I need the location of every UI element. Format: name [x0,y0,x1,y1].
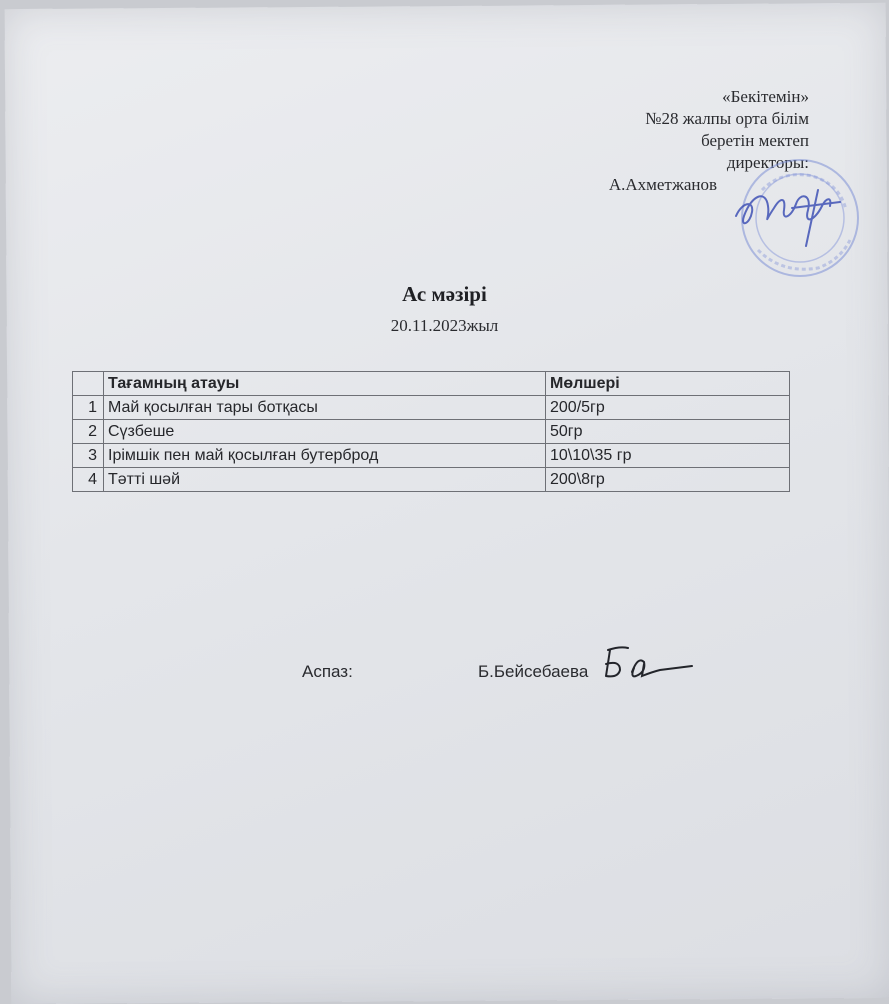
approval-heading: «Бекітемін» [722,87,809,106]
dish-name: Тәтті шәй [104,468,546,492]
dish-name: Сүзбеше [104,420,546,444]
row-number: 2 [73,420,104,444]
header-amount: Мөлшері [546,372,790,396]
menu-table [72,371,790,492]
round-stamp-with-signature [722,150,862,280]
table-row [73,444,790,468]
cook-label: Аспаз: [302,662,353,681]
dish-name: Ірімшік пен май қосылған бутерброд [104,444,546,468]
approval-director-name: А.Ахметжанов [608,175,717,194]
row-number: 4 [73,468,104,492]
dish-amount: 200/5гр [546,396,790,420]
table-row [73,396,790,420]
row-number: 1 [73,396,104,420]
dish-amount: 200\8гр [546,468,790,492]
row-number: 3 [73,444,104,468]
table-header-row [73,372,790,396]
dish-amount: 50гр [546,420,790,444]
cook-signature [598,642,698,687]
table-row [73,420,790,444]
approval-school-line1: №28 жалпы орта білім [645,109,809,128]
approval-school-line2: беретін мектеп [701,131,809,150]
menu-title: Ас мәзірі [402,282,487,306]
cook-name: Б.Бейсебаева [478,662,589,681]
header-dish-name: Тағамның атауы [104,372,546,396]
dish-name: Май қосылған тары ботқасы [104,396,546,420]
header-number [73,372,104,396]
approval-position: директоры: [726,153,809,172]
table-row [73,468,790,492]
menu-date: 20.11.2023жыл [390,316,499,335]
dish-amount: 10\10\35 гр [546,444,790,468]
